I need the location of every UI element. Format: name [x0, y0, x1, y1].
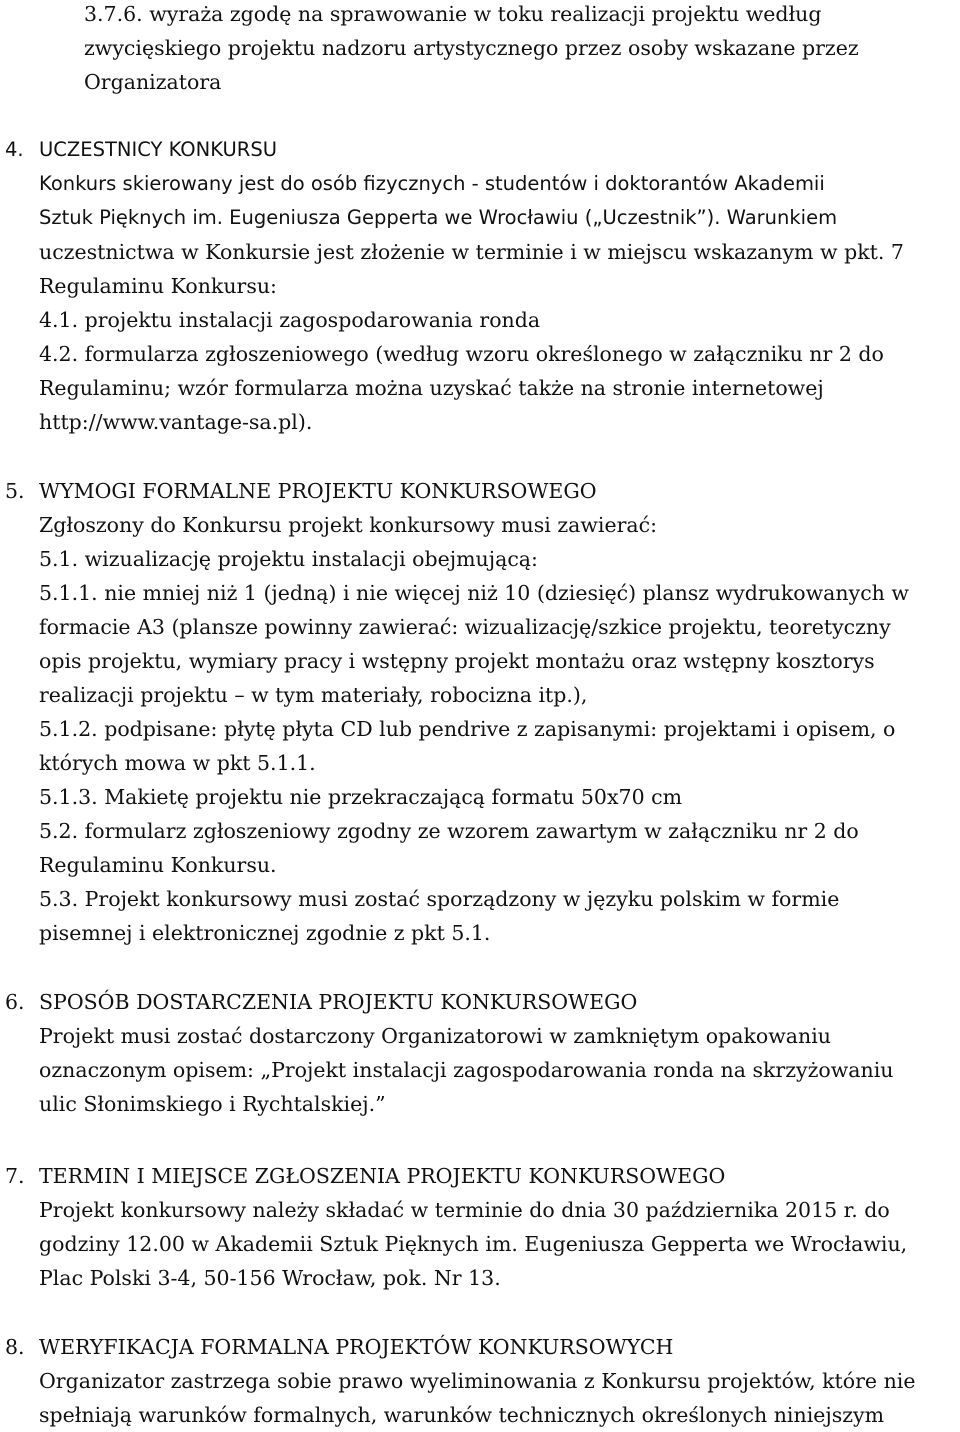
section-number: 7.	[5, 1164, 25, 1188]
paragraph-line: Projekt konkursowy należy składać w terminie do dnia 30 października 2015 r. do	[39, 1198, 890, 1222]
paragraph-line: 4.2. formularza zgłoszeniowego (według wzoru określonego w załączniku nr 2 do	[39, 342, 884, 366]
paragraph-line: 5.1.2. podpisane: płytę płyta CD lub pendrive z zapisanymi: projektami i opisem, o	[39, 717, 896, 741]
section-number: 8.	[5, 1335, 25, 1359]
paragraph-line: 5.1.1. nie mniej niż 1 (jedną) i nie więcej niż 10 (dziesięć) plansz wydrukowanych w	[39, 581, 909, 605]
paragraph-line: http://www.vantage-sa.pl).	[39, 410, 313, 434]
paragraph-line: spełniają warunków formalnych, warunków technicznych określonych niniejszym	[39, 1403, 885, 1427]
paragraph-line: 3.7.6. wyraża zgodę na sprawowanie w toku realizacji projektu według	[84, 2, 822, 26]
paragraph-line: Organizator zastrzega sobie prawo wyeliminowania z Konkursu projektów, które nie	[39, 1369, 916, 1393]
paragraph-line: realizacji projektu – w tym materiały, robocizna itp.),	[39, 683, 588, 707]
section-heading: UCZESTNICY KONKURSU	[39, 138, 277, 161]
paragraph-line: 5.3. Projekt konkursowy musi zostać sporządzony w języku polskim w formie	[39, 887, 840, 911]
paragraph-line: 5.1. wizualizację projektu instalacji obejmującą:	[39, 547, 538, 571]
paragraph-text: Sztuk Pięknych im. Eugeniusza Gepperta we Wrocławiu („Uczestnik”).	[39, 206, 721, 229]
paragraph-line: ulic Słonimskiego i Rychtalskiej.”	[39, 1092, 386, 1116]
section-heading: TERMIN I MIEJSCE ZGŁOSZENIA PROJEKTU KONKURSOWEGO	[39, 1164, 726, 1188]
paragraph-line: Plac Polski 3-4, 50-156 Wrocław, pok. Nr 13.	[39, 1266, 501, 1290]
paragraph-line: 4.1. projektu instalacji zagospodarowania ronda	[39, 308, 541, 332]
paragraph-line: godziny 12.00 w Akademii Sztuk Pięknych im. Eugeniusza Gepperta we Wrocławiu,	[39, 1232, 908, 1256]
paragraph-line: Regulaminu Konkursu:	[39, 274, 277, 298]
paragraph-line: Projekt musi zostać dostarczony Organizatorowi w zamkniętym opakowaniu	[39, 1024, 831, 1048]
paragraph-line: uczestnictwa w Konkursie jest złożenie w terminie i w miejscu wskazanym w pkt. 7	[39, 240, 904, 264]
section-heading: WERYFIKACJA FORMALNA PROJEKTÓW KONKURSOWYCH	[39, 1335, 674, 1359]
section-heading: SPOSÓB DOSTARCZENIA PROJEKTU KONKURSOWEGO	[39, 990, 638, 1014]
paragraph-line: których mowa w pkt 5.1.1.	[39, 751, 316, 775]
paragraph-line: opis projektu, wymiary pracy i wstępny projekt montażu oraz wstępny kosztorys	[39, 649, 875, 673]
paragraph-line	[39, 201, 837, 235]
paragraph-line: zwycięskiego projektu nadzoru artystycznego przez osoby wskazane przez	[84, 36, 859, 60]
paragraph-line: formacie A3 (plansze powinny zawierać: wizualizację/szkice projektu, teoretyczny	[39, 615, 891, 639]
paragraph-line: oznaczonym opisem: „Projekt instalacji zagospodarowania ronda na skrzyżowaniu	[39, 1058, 894, 1082]
section-number: 6.	[5, 990, 25, 1014]
paragraph-line: Regulaminu Konkursu.	[39, 853, 277, 877]
paragraph-line: Konkurs skierowany jest do osób fizycznych - studentów i doktorantów Akademii	[39, 172, 825, 195]
paragraph-line: Regulaminu; wzór formularza można uzyskać także na stronie internetowej	[39, 376, 824, 400]
paragraph-line: Organizatora	[84, 70, 222, 94]
section-number: 5.	[5, 479, 25, 503]
paragraph-line: 5.2. formularz zgłoszeniowy zgodny ze wzorem zawartym w załączniku nr 2 do	[39, 819, 859, 843]
paragraph-line: pisemnej i elektronicznej zgodnie z pkt 5.1.	[39, 921, 491, 945]
paragraph-line: Zgłoszony do Konkursu projekt konkursowy musi zawierać:	[39, 513, 658, 537]
paragraph-line: 5.1.3. Makietę projektu nie przekraczającą formatu 50x70 cm	[39, 785, 683, 809]
section-heading: WYMOGI FORMALNE PROJEKTU KONKURSOWEGO	[39, 479, 597, 503]
paragraph-text: Warunkiem	[726, 206, 838, 229]
section-number: 4.	[5, 138, 24, 161]
